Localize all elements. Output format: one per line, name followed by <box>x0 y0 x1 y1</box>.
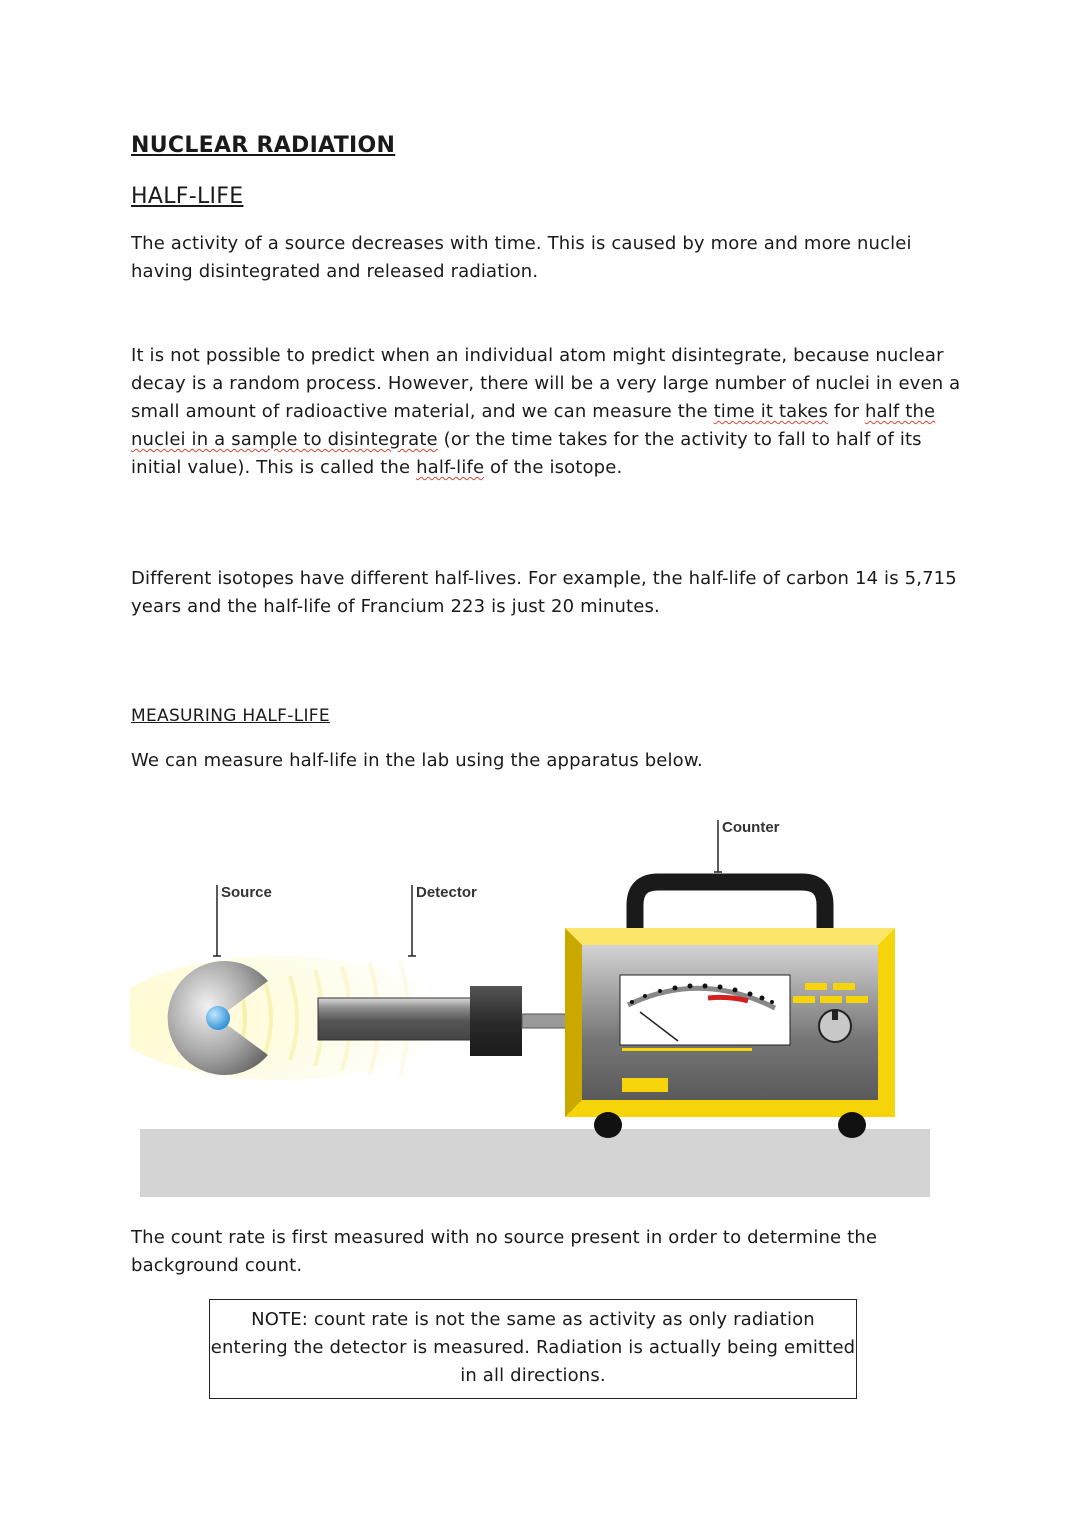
apparatus-diagram <box>130 810 940 1205</box>
counter-wheel-right <box>838 1112 866 1138</box>
para2-text-c: for <box>828 401 865 422</box>
counter-label-text: Counter <box>722 819 780 836</box>
detector-label-text: Detector <box>416 884 477 901</box>
para2-text-e: (or the time takes for the activity to fall to half of its initial value). This is called the <box>131 429 922 478</box>
para2-underlined-half-nuclei: half the nuclei in a sample to disintegrate <box>131 401 936 450</box>
paragraph-isotopes: Different isotopes have different half-lives. For example, the half-life of carbon 14 is 5,715 years and the half-life of Francium 223 is just 20 minutes. <box>131 568 957 617</box>
source-label <box>213 884 272 956</box>
para2-underlined-time: time it takes <box>713 401 829 422</box>
detector-tube <box>318 998 474 1040</box>
subheading-measuring: MEASURING HALF-LIFE <box>131 706 330 726</box>
paragraph-background-count: The count rate is first measured with no source present in order to determine the background count. <box>131 1227 878 1276</box>
paragraph-activity: The activity of a source decreases with time. This is caused by more and more nuclei having disintegrated and released radiation. <box>131 233 912 282</box>
counter-label <box>714 819 780 872</box>
para2-underlined-half-life: half-life <box>416 457 485 478</box>
para2-text-g: of the isotope. <box>484 457 623 478</box>
meter-yellow-strip <box>622 1048 752 1051</box>
note-box <box>209 1299 857 1399</box>
page-title: NUCLEAR RADIATION <box>131 133 396 158</box>
counter-light-3 <box>793 996 815 1003</box>
source-ball <box>206 1006 230 1030</box>
note-text: NOTE: count rate is not the same as activity as only radiation entering the detector is measured. Radiation is actually being emitted in all directions. <box>210 1309 856 1386</box>
section-heading: HALF-LIFE <box>131 184 244 209</box>
detector-cable <box>522 1014 566 1028</box>
detector-cap <box>470 986 522 1056</box>
source-label-text: Source <box>221 884 272 901</box>
counter-light-4 <box>820 996 842 1003</box>
counter-light-2 <box>833 983 855 990</box>
paragraph-apparatus-intro: We can measure half-life in the lab using the apparatus below. <box>131 750 703 771</box>
counter-light-1 <box>805 983 827 990</box>
para2-text-a: It is not possible to predict when an individual atom might disintegrate, because nuclear decay is a random process. However, there will be a very large number of nuclei in even a small amount of radioactive material, and we can measure the <box>131 345 961 422</box>
bench-floor <box>140 1129 930 1197</box>
meter-dial <box>620 975 790 1045</box>
paragraph-random-decay <box>131 342 961 482</box>
counter-light-5 <box>846 996 868 1003</box>
counter-indicator <box>622 1078 668 1092</box>
counter-wheel-left <box>594 1112 622 1138</box>
detector-label <box>408 884 477 956</box>
